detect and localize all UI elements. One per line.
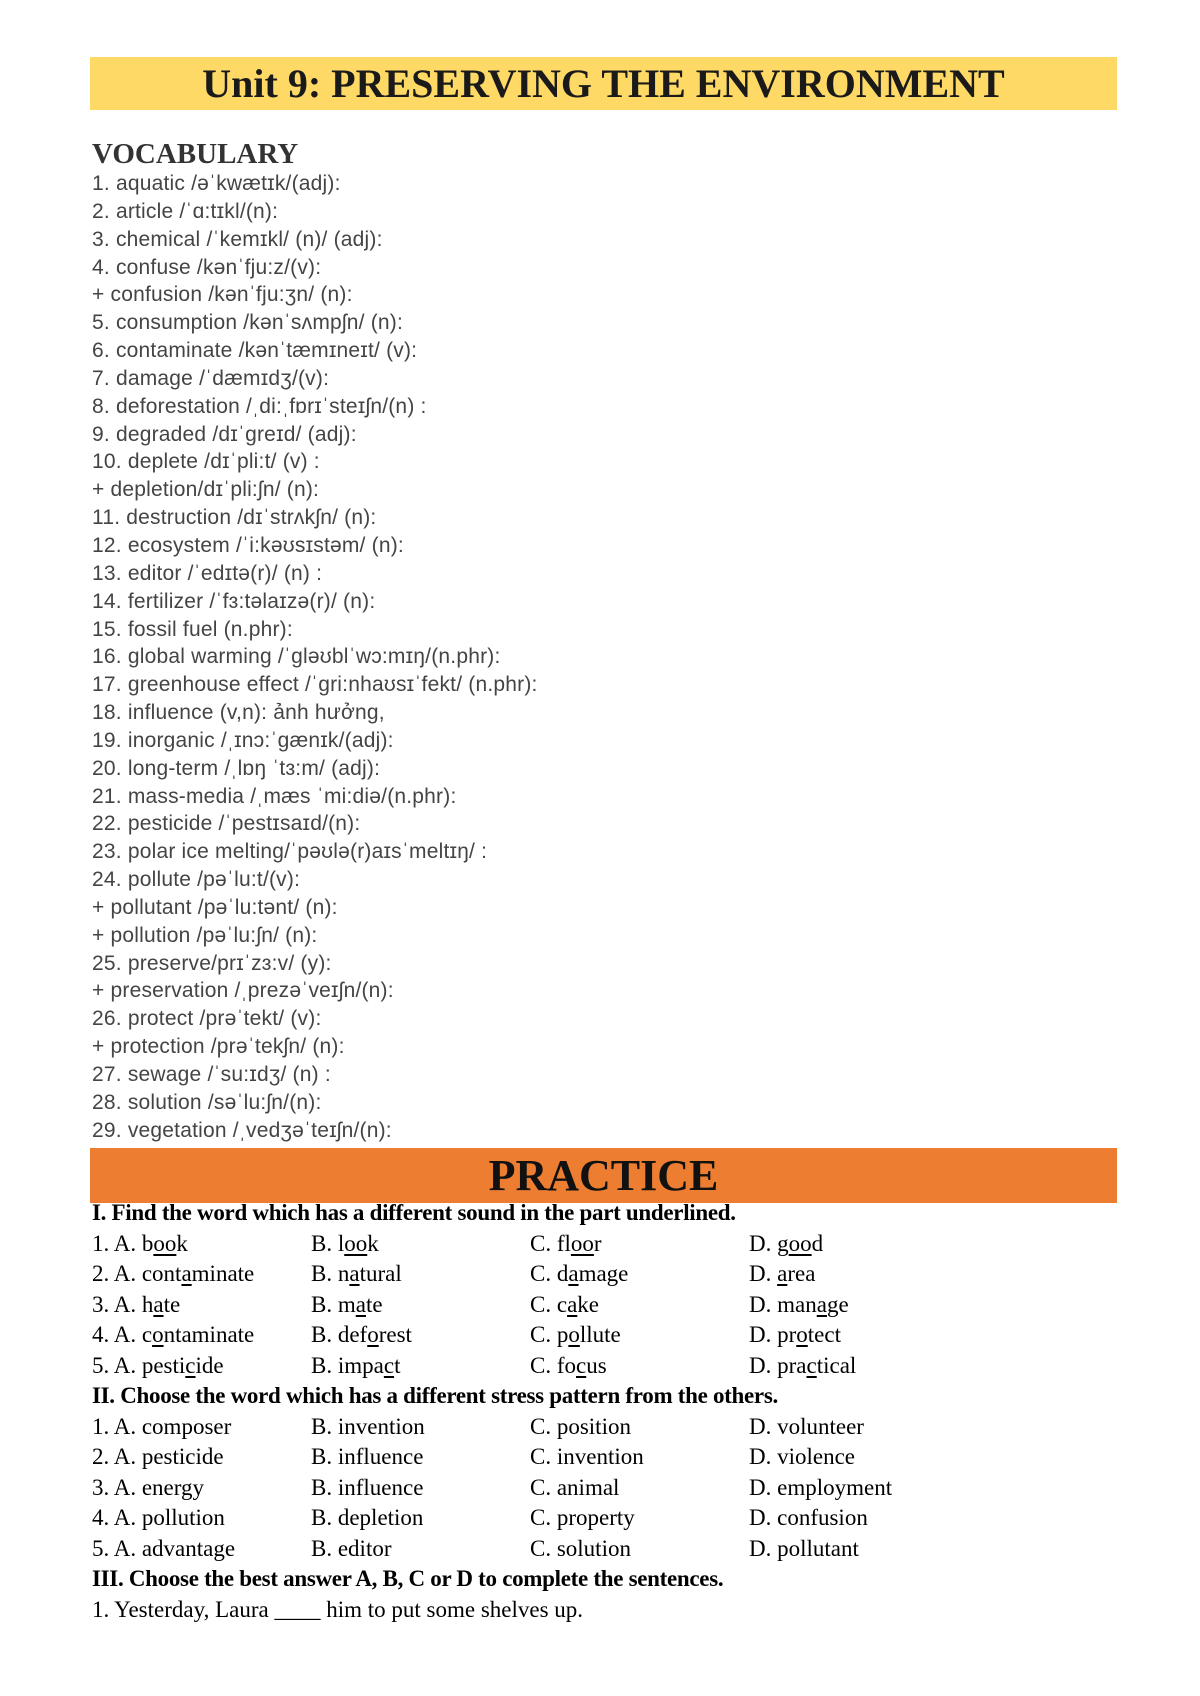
answer-option: B. depletion xyxy=(311,1505,424,1530)
answer-option xyxy=(92,1259,311,1290)
vocabulary-item: 22. pesticide /ˈpestɪsaɪd/(n): xyxy=(92,812,361,836)
underlined-part: c xyxy=(185,1352,196,1378)
option-text: ke xyxy=(577,1291,599,1317)
section-3-heading: III. Choose the best answer A, B, C or D to complete the sentences. xyxy=(92,1566,724,1591)
answer-option xyxy=(530,1290,749,1321)
answer-option xyxy=(311,1351,530,1382)
vocabulary-item: 21. mass-media /ˌmæs ˈmi:diə/(n.phr): xyxy=(92,784,457,808)
vocabulary-item: 8. deforestation /ˌdi:ˌfɒrɪˈsteɪʃn/(n) : xyxy=(92,394,427,418)
option-text: us xyxy=(586,1352,607,1378)
underlined-part: a xyxy=(777,1261,788,1286)
vocabulary-item: 6. contaminate /kənˈtæmɪneɪt/ (v): xyxy=(92,339,418,363)
option-text: C. p xyxy=(530,1322,569,1347)
option-text: D. g xyxy=(749,1230,789,1256)
option-text: k xyxy=(176,1230,188,1256)
option-text: 3. A. h xyxy=(92,1291,154,1317)
underlined-part: o xyxy=(152,1322,164,1347)
practice-heading: PRACTICE xyxy=(90,1148,1117,1203)
vocabulary-list xyxy=(92,170,538,1145)
vocabulary-item: 15. fossil fuel (n.phr): xyxy=(92,617,293,641)
question-item: 1. Yesterday, Laura ____ him to put some shelves up. xyxy=(92,1596,584,1622)
option-text: llute xyxy=(579,1322,621,1347)
page-title: Unit 9: PRESERVING THE ENVIRONMENT xyxy=(90,57,1117,110)
vocabulary-item: 9. degraded /dɪˈgreɪd/ (adj): xyxy=(92,422,357,446)
underlined-part: a xyxy=(355,1291,366,1317)
vocabulary-item: 16. global warming /ˈgləʊblˈwɔ:mɪŋ/(n.phr): xyxy=(92,645,501,669)
question-row xyxy=(92,1442,1122,1473)
vocabulary-item: + pollutant /pəˈlu:tənt/ (n): xyxy=(92,895,338,919)
answer-option: B. invention xyxy=(311,1413,425,1439)
answer-option xyxy=(92,1290,311,1321)
vocabulary-item: 11. destruction /dɪˈstrʌkʃn/ (n): xyxy=(92,506,377,530)
answer-option xyxy=(530,1320,749,1351)
answer-option: C. property xyxy=(530,1505,635,1530)
vocabulary-item: + preservation /ˌprezəˈveɪʃn/(n): xyxy=(92,979,394,1003)
vocabulary-item: 29. vegetation /ˌvedʒəˈteɪʃn/(n): xyxy=(92,1118,392,1142)
underlined-part: c xyxy=(576,1352,587,1378)
vocabulary-item: 23. polar ice melting/ˈpəʊlə(r)aɪsˈmeltɪŋ/ : xyxy=(92,840,488,864)
answer-option xyxy=(311,1290,530,1321)
option-text: 2. A. cont xyxy=(92,1261,182,1286)
question-row xyxy=(92,1290,1122,1321)
underlined-part: o xyxy=(796,1322,808,1347)
answer-option: D. pollutant xyxy=(749,1535,859,1561)
underlined-part: a xyxy=(816,1291,827,1317)
vocabulary-item: 27. sewage /ˈsu:ɪdʒ/ (n) : xyxy=(92,1063,331,1086)
answer-option xyxy=(749,1259,968,1290)
option-text: k xyxy=(367,1230,379,1256)
underlined-part: oo xyxy=(570,1230,594,1256)
option-text: B. m xyxy=(311,1291,356,1317)
option-text: tect xyxy=(807,1322,841,1347)
vocabulary-item: + confusion /kənˈfju:ʒn/ (n): xyxy=(92,283,353,307)
vocabulary-item: 14. fertilizer /ˈfɜ:təlaɪzə(r)/ (n): xyxy=(92,589,376,613)
option-text: tical xyxy=(816,1352,857,1378)
question-row xyxy=(92,1351,1122,1382)
section-1-heading: I. Find the word which has a different sound in the part underlined. xyxy=(92,1200,736,1225)
option-text: B. impa xyxy=(311,1352,384,1378)
answer-option xyxy=(92,1351,311,1382)
vocabulary-item: 17. greenhouse effect /ˈgri:nhaʊsɪˈfekt/ (n.phr): xyxy=(92,673,538,697)
vocabulary-item: 20. long-term /ˌlɒŋ ˈtɜ:m/ (adj): xyxy=(92,756,381,780)
vocabulary-item: 24. pollute /pəˈlu:t/(v): xyxy=(92,868,301,892)
option-text: C. fl xyxy=(530,1230,571,1256)
option-text: te xyxy=(163,1291,181,1317)
option-text: C. fo xyxy=(530,1352,576,1378)
answer-option xyxy=(530,1259,749,1290)
answer-option xyxy=(92,1229,311,1260)
option-text: B. def xyxy=(311,1322,368,1347)
option-text: 5. A. pesti xyxy=(92,1352,186,1378)
question-row xyxy=(92,1473,1122,1504)
vocabulary-item: + depletion/dɪˈpli:ʃn/ (n): xyxy=(92,478,320,502)
question-row xyxy=(92,1229,1122,1260)
option-text: t xyxy=(394,1352,401,1378)
answer-option: B. influence xyxy=(311,1474,424,1500)
underlined-part: a xyxy=(181,1261,192,1286)
answer-option: 1. A. composer xyxy=(92,1413,232,1439)
option-text: ide xyxy=(195,1352,224,1378)
answer-option: 3. A. energy xyxy=(92,1474,205,1500)
underlined-part: a xyxy=(153,1291,164,1317)
option-text: D. pra xyxy=(749,1352,807,1378)
vocabulary-item: 28. solution /səˈlu:ʃn/(n): xyxy=(92,1090,322,1114)
section-2-heading: II. Choose the word which has a different stress pattern from the others. xyxy=(92,1383,778,1408)
question-row xyxy=(92,1320,1122,1351)
vocabulary-item: + protection /prəˈtekʃn/ (n): xyxy=(92,1035,345,1059)
underlined-part: o xyxy=(568,1322,580,1347)
underlined-part: c xyxy=(383,1352,395,1378)
option-text: D. pr xyxy=(749,1322,797,1347)
vocabulary-item: 26. protect /prəˈtekt/ (v): xyxy=(92,1007,322,1031)
underlined-part: o xyxy=(367,1322,379,1347)
answer-option xyxy=(530,1351,749,1382)
answer-option xyxy=(530,1229,749,1260)
option-text: ge xyxy=(826,1291,849,1317)
vocabulary-item: 12. ecosystem /ˈi:kəʊsɪstəm/ (n): xyxy=(92,533,404,557)
practice-section xyxy=(92,1198,1122,1625)
vocabulary-item: 18. influence (v,n): ảnh hưởng, xyxy=(92,701,385,725)
option-text: C. c xyxy=(530,1291,568,1317)
vocabulary-item: 13. editor /ˈedɪtə(r)/ (n) : xyxy=(92,561,323,585)
answer-option xyxy=(311,1320,530,1351)
question-row xyxy=(92,1412,1122,1443)
answer-option xyxy=(749,1290,968,1321)
question-row xyxy=(92,1534,1122,1565)
answer-option xyxy=(749,1351,968,1382)
question-row xyxy=(92,1503,1122,1534)
answer-option: 2. A. pesticide xyxy=(92,1444,224,1469)
answer-option: C. solution xyxy=(530,1535,631,1561)
answer-option: C. position xyxy=(530,1413,631,1439)
vocabulary-item: 7. damage /ˈdæmɪdʒ/(v): xyxy=(92,366,330,390)
section-1-questions xyxy=(92,1229,1122,1382)
underlined-part: a xyxy=(567,1291,578,1317)
option-text: ntaminate xyxy=(163,1322,255,1347)
vocabulary-item: 4. confuse /kənˈfju:z/(v): xyxy=(92,255,322,279)
option-text: D. man xyxy=(749,1291,817,1317)
option-text: minate xyxy=(191,1261,255,1286)
answer-option xyxy=(92,1320,311,1351)
vocabulary-item: 2. article /ˈɑ:tɪkl/(n): xyxy=(92,199,279,223)
option-text: mage xyxy=(578,1261,629,1286)
answer-option: 4. A. pollution xyxy=(92,1505,225,1530)
underlined-part: oo xyxy=(344,1230,368,1256)
answer-option xyxy=(311,1259,530,1290)
answer-option xyxy=(749,1320,968,1351)
option-text: C. d xyxy=(530,1261,569,1286)
vocabulary-item: 1. aquatic /əˈkwætɪk/(adj): xyxy=(92,172,341,195)
option-text: rea xyxy=(787,1261,816,1286)
answer-option: D. confusion xyxy=(749,1505,868,1530)
answer-option: D. volunteer xyxy=(749,1413,864,1439)
answer-option: D. employment xyxy=(749,1474,893,1500)
option-text: r xyxy=(593,1230,602,1256)
vocabulary-item: 5. consumption /kənˈsʌmpʃn/ (n): xyxy=(92,311,404,335)
underlined-part: a xyxy=(349,1261,360,1286)
option-text: d xyxy=(811,1230,824,1256)
underlined-part: oo xyxy=(788,1230,812,1256)
section-3-questions xyxy=(92,1595,1122,1626)
option-text: te xyxy=(365,1291,383,1317)
vocabulary-item: 19. inorganic /ˌɪnɔ:ˈgænɪk/(adj): xyxy=(92,728,394,752)
vocabulary-item: 10. deplete /dɪˈpli:t/ (v) : xyxy=(92,450,320,474)
vocabulary-heading: VOCABULARY xyxy=(92,138,299,170)
section-2-questions xyxy=(92,1412,1122,1565)
vocabulary-item: 25. preserve/prɪˈzɜ:v/ (y): xyxy=(92,951,332,975)
option-text: rest xyxy=(378,1322,412,1347)
option-text: B. n xyxy=(311,1261,350,1286)
vocabulary-item: 3. chemical /ˈkemɪkl/ (n)/ (adj): xyxy=(92,227,383,251)
answer-option: C. animal xyxy=(530,1474,620,1500)
option-text: 1. A. b xyxy=(92,1230,154,1256)
vocabulary-item: + pollution /pəˈlu:ʃn/ (n): xyxy=(92,923,318,947)
underlined-part: c xyxy=(806,1352,817,1378)
underlined-part: oo xyxy=(153,1230,177,1256)
answer-option xyxy=(749,1229,968,1260)
option-text: 4. A. c xyxy=(92,1322,153,1347)
answer-option: 5. A. advantage xyxy=(92,1535,236,1561)
option-text: tural xyxy=(359,1261,402,1286)
answer-option: B. influence xyxy=(311,1444,424,1469)
question-row xyxy=(92,1259,1122,1290)
option-text: B. l xyxy=(311,1230,345,1256)
answer-option: C. invention xyxy=(530,1444,644,1469)
answer-option: D. violence xyxy=(749,1444,856,1469)
answer-option xyxy=(311,1229,530,1260)
answer-option: B. editor xyxy=(311,1535,392,1561)
option-text: D. xyxy=(749,1261,778,1286)
underlined-part: a xyxy=(568,1261,579,1286)
